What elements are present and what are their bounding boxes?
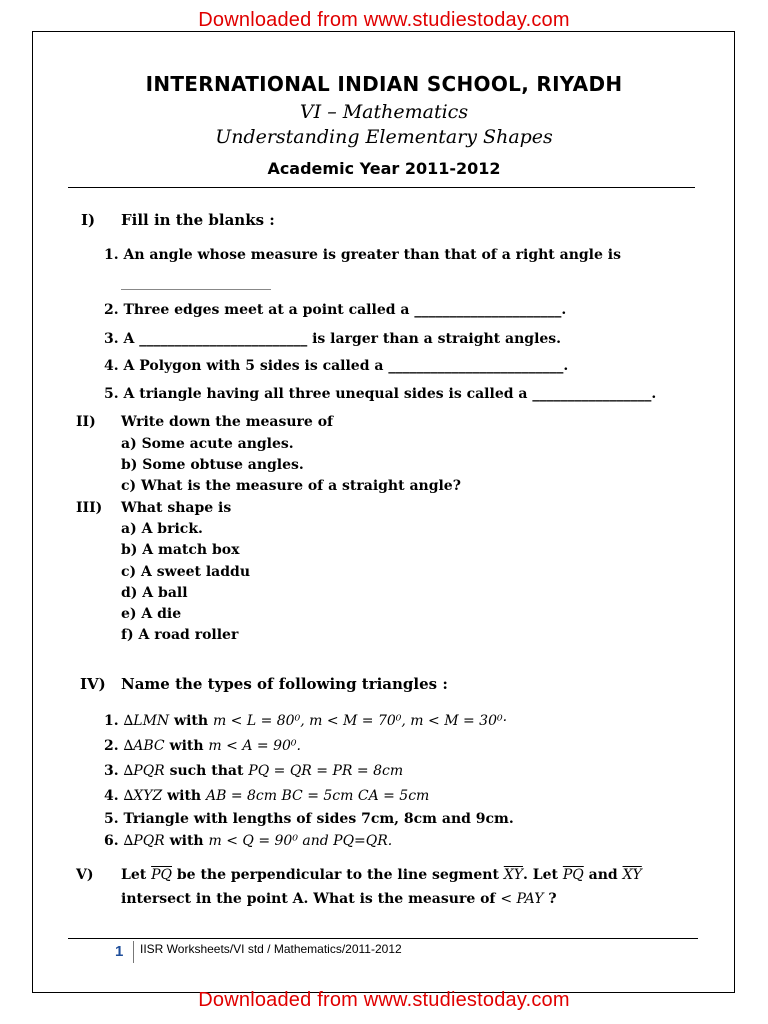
s4-q1-triangle: ∆LMN — [123, 713, 170, 729]
s2-item-a: a) Some acute angles. — [121, 436, 294, 452]
s3-item-b: b) A match box — [121, 542, 240, 558]
s4-question-2 — [104, 738, 301, 754]
s4-q1-condition: m < L = 80⁰, m < M = 70⁰, m < M = 30⁰· — [212, 713, 508, 729]
footer-divider — [68, 938, 698, 939]
s4-q2-number: 2. — [104, 738, 119, 754]
s4-question-4 — [104, 788, 429, 804]
s4-q1-with: with — [174, 713, 209, 729]
section-5-number: V) — [76, 867, 94, 883]
segment-pq-2: $\overline{PQ}$ — [562, 867, 584, 883]
section-3-title: What shape is — [121, 500, 232, 516]
s4-q3-triangle: ∆PQR — [123, 763, 165, 779]
footer-text: IISR Worksheets/VI std / Mathematics/2011-2012 — [140, 942, 402, 956]
footer-separator — [133, 941, 134, 963]
section-1-title: Fill in the blanks : — [121, 211, 275, 229]
s1-question-5: 5. A triangle having all three unequal sides is called a _________________. — [104, 386, 657, 402]
section-1-number: I) — [81, 211, 96, 229]
s5-text-perpendicular: be the perpendicular to the line segment — [176, 867, 499, 883]
s4-q6-with: with — [169, 833, 204, 849]
s4-q2-condition: m < A = 90⁰. — [208, 738, 301, 754]
s3-item-d: d) A ball — [121, 585, 188, 601]
section-4-number: IV) — [80, 675, 106, 693]
s4-q3-with: such that — [169, 763, 244, 779]
s4-q4-with: with — [167, 788, 202, 804]
s3-item-f: f) A road roller — [121, 627, 239, 643]
segment-xy: $\overline{XY}$ — [503, 867, 524, 883]
s4-q6-triangle: ∆PQR — [123, 833, 165, 849]
angle-pay: < PAY — [500, 891, 544, 907]
s2-item-c: c) What is the measure of a straight angle? — [121, 478, 461, 494]
s4-q6-number: 6. — [104, 833, 119, 849]
s4-q2-triangle: ∆ABC — [123, 738, 165, 754]
watermark-top: Downloaded from www.studiestoday.com — [198, 9, 570, 31]
s4-q6-condition: m < Q = 90⁰ and PQ=QR. — [208, 833, 393, 849]
school-name: INTERNATIONAL INDIAN SCHOOL, RIYADH — [145, 72, 623, 96]
s5-text-let: Let — [121, 867, 147, 883]
s5-question-mark: ? — [548, 891, 557, 907]
s1-question-2: 2. Three edges meet at a point called a _____________________. — [104, 302, 567, 318]
page-number: 1 — [115, 943, 124, 960]
s5-line-1 — [121, 867, 642, 883]
s4-q3-condition: PQ = QR = PR = 8cm — [248, 763, 404, 779]
s5-text-and: and — [588, 867, 618, 883]
s2-item-b: b) Some obtuse angles. — [121, 457, 304, 473]
s4-question-1 — [104, 713, 507, 729]
s4-q1-number: 1. — [104, 713, 119, 729]
subject-title: VI – Mathematics — [299, 101, 469, 123]
section-2-number: II) — [76, 414, 96, 430]
s4-q2-with: with — [169, 738, 204, 754]
s4-q4-number: 4. — [104, 788, 119, 804]
s4-question-6 — [104, 833, 392, 849]
section-2-title: Write down the measure of — [121, 414, 334, 430]
s5-line-2 — [121, 891, 557, 907]
segment-xy-2: $\overline{XY}$ — [622, 867, 642, 883]
s1-question-4: 4. A Polygon with 5 sides is called a _________________________. — [104, 358, 569, 374]
section-4-title: Name the types of following triangles : — [121, 675, 448, 693]
s1-question-3: 3. A ________________________ is larger than a straight angles. — [104, 331, 562, 347]
watermark-bottom: Downloaded from www.studiestoday.com — [198, 989, 570, 1011]
s3-item-e: e) A die — [121, 606, 182, 622]
header-divider — [68, 187, 695, 188]
s5-text-intersect: intersect in the point A. What is the measure of — [121, 891, 496, 907]
s3-item-c: c) A sweet laddu — [121, 564, 250, 580]
s4-q3-number: 3. — [104, 763, 119, 779]
s3-item-a: a) A brick. — [121, 521, 203, 537]
section-3-number: III) — [76, 500, 103, 516]
s4-q4-condition: AB = 8cm BC = 5cm CA = 5cm — [205, 788, 430, 804]
s4-question-3 — [104, 763, 403, 779]
s1-question-1-blank: _________________________ — [121, 276, 271, 290]
s5-text-let-2: . Let — [523, 867, 558, 883]
segment-pq: $\overline{PQ}$ — [151, 867, 172, 883]
academic-year: Academic Year 2011-2012 — [267, 159, 501, 178]
s4-q4-triangle: ∆XYZ — [123, 788, 163, 804]
topic-title: Understanding Elementary Shapes — [215, 126, 553, 148]
s4-question-5: 5. Triangle with lengths of sides 7cm, 8cm and 9cm. — [104, 811, 514, 827]
s1-question-1: 1. An angle whose measure is greater than that of a right angle is — [104, 247, 621, 263]
